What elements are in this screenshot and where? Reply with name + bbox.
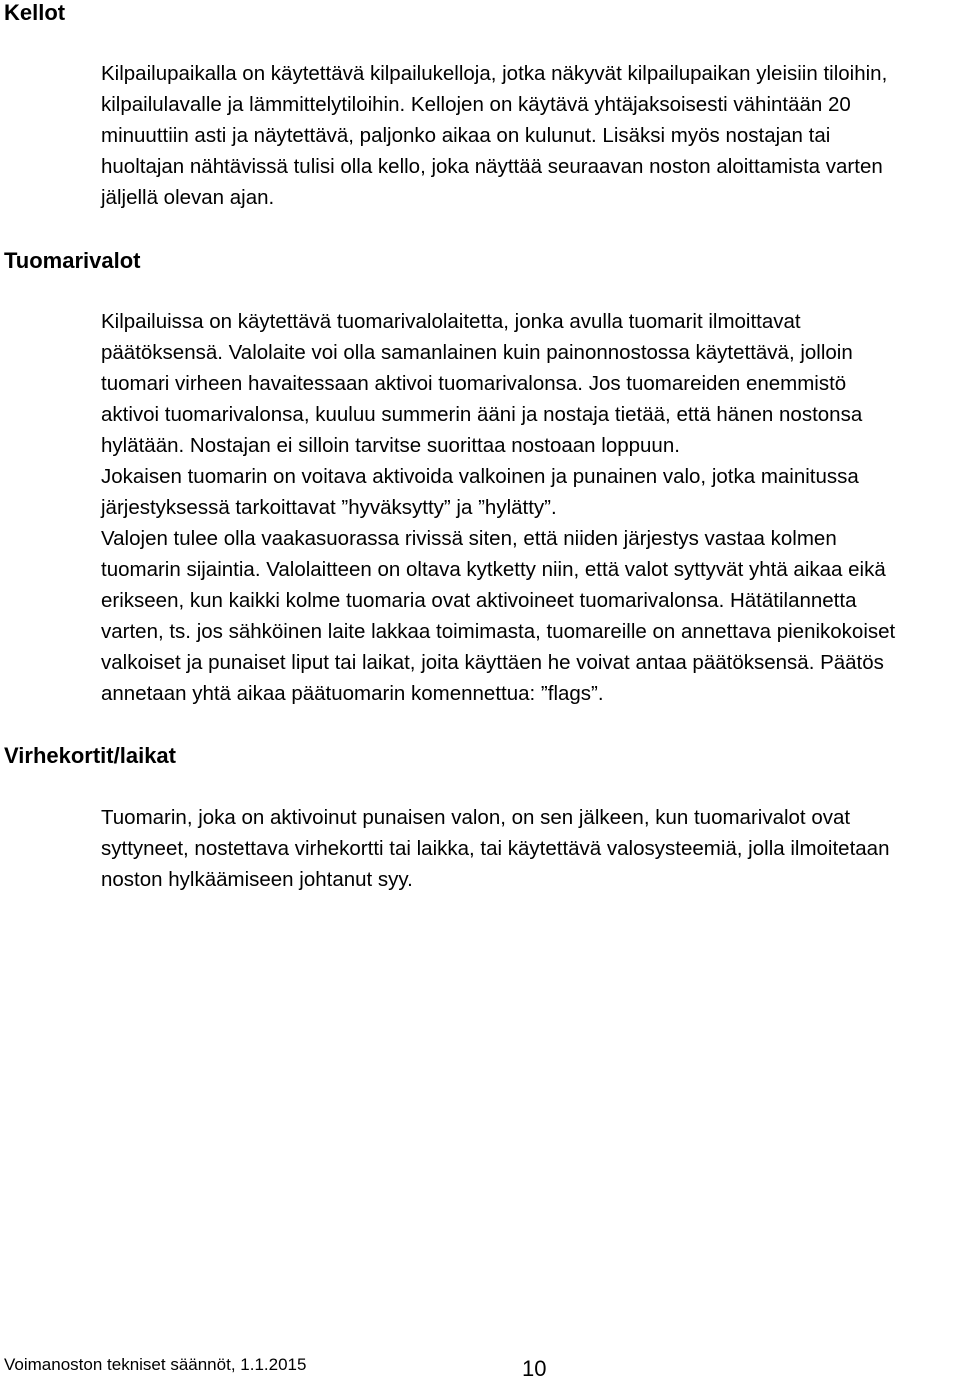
footer-page-number: 10 <box>522 1356 547 1381</box>
paragraph-tuomarivalot <box>101 306 959 709</box>
section-heading-tuomarivalot: Tuomarivalot <box>4 248 141 273</box>
text-line: noston hylkäämiseen johtanut syy. <box>101 868 413 891</box>
text-line: Valojen tulee olla vaakasuorassa rivissä siten, että niiden järjestys vastaa kolmen <box>101 527 837 550</box>
text-line: tuomarin sijaintia. Valolaitteen on oltava kytketty niin, että valot syttyvät yhtä aikaa eikä <box>101 558 886 581</box>
text-line: jäljellä olevan ajan. <box>101 186 275 209</box>
section-heading-kellot: Kellot <box>4 0 66 25</box>
text-line: hylätään. Nostajan ei silloin tarvitse suorittaa nostoaan loppuun. <box>101 434 680 457</box>
text-line: aktivoi tuomarivalonsa, kuuluu summerin ääni ja nostaja tietää, että hänen nostonsa <box>101 403 863 426</box>
paragraph-kellot <box>101 58 959 213</box>
text-line: minuuttiin asti ja näytettävä, paljonko aikaa on kulunut. Lisäksi myös nostajan tai <box>101 124 831 147</box>
footer-document-title: Voimanoston tekniset säännöt, 1.1.2015 <box>4 1355 307 1374</box>
text-line: Kilpailupaikalla on käytettävä kilpailukelloja, jotka näkyvät kilpailupaikan yleisiin tiloihin, <box>101 62 888 85</box>
text-line: erikseen, kun kaikki kolme tuomaria ovat aktivoineet tuomarivalonsa. Hätätilannetta <box>101 589 857 612</box>
text-line: huoltajan nähtävissä tulisi olla kello, joka näyttää seuraavan noston aloittamista varten <box>101 155 883 178</box>
text-line: valkoiset ja punaiset liput tai laikat, joita käyttäen he voivat antaa päätöksensä. Päätös <box>101 651 884 674</box>
text-line: annetaan yhtä aikaa päätuomarin komennettua: ”flags”. <box>101 682 604 705</box>
text-line: Kilpailuissa on käytettävä tuomarivalolaitetta, jonka avulla tuomarit ilmoittavat <box>101 310 801 333</box>
paragraph-virhekortit <box>101 802 959 895</box>
text-line: järjestyksessä tarkoittavat ”hyväksytty” ja ”hylätty”. <box>101 496 557 519</box>
text-line: tuomari virheen havaitessaan aktivoi tuomarivalonsa. Jos tuomareiden enemmistö <box>101 372 847 395</box>
text-line: päätöksensä. Valolaite voi olla samanlainen kuin painonnostossa käytettävä, jolloin <box>101 341 853 364</box>
text-line: Tuomarin, joka on aktivoinut punaisen valon, on sen jälkeen, kun tuomarivalot ovat <box>101 806 851 829</box>
section-heading-virhekortit: Virhekortit/laikat <box>4 743 176 768</box>
text-line: Jokaisen tuomarin on voitava aktivoida valkoinen ja punainen valo, jotka mainitussa <box>101 465 859 488</box>
text-line: varten, ts. jos sähköinen laite lakkaa toimimasta, tuomareille on annettava pienikokoiset <box>101 620 896 643</box>
text-line: kilpailulavalle ja lämmittelytiloihin. Kellojen on käytävä yhtäjaksoisesti vähintään 20 <box>101 93 851 116</box>
text-line: syttyneet, nostettava virhekortti tai laikka, tai käytettävä valosysteemiä, jolla ilmoitetaan <box>101 837 890 860</box>
